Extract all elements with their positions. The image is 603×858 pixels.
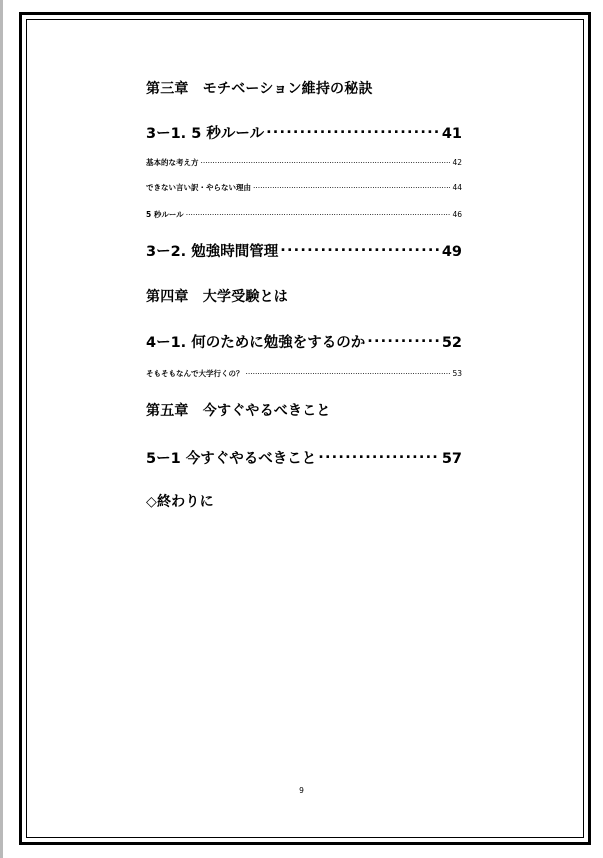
subsection-excuses-label: できない言い訳・やらない理由 bbox=[146, 183, 251, 192]
dot-leader bbox=[253, 183, 450, 191]
subsection-5-second-rule-label: 5 秒ルール bbox=[146, 210, 184, 219]
dot-leader bbox=[318, 449, 440, 464]
section-5-1-page: 57 bbox=[441, 451, 462, 467]
toc-subsection-excuses[interactable] bbox=[146, 182, 462, 193]
toc-chapter-3[interactable] bbox=[146, 78, 462, 98]
toc-subsection-why-university[interactable] bbox=[146, 368, 462, 379]
dot-leader bbox=[367, 333, 440, 348]
section-5-1-label: 5ー1 今すぐやるべきこと bbox=[146, 451, 317, 467]
chapter-4-title: 第四章 大学受験とは bbox=[146, 289, 288, 305]
dot-leader bbox=[246, 369, 451, 377]
section-3-2-label: 3ー2. 勉強時間管理 bbox=[146, 244, 279, 260]
toc-section-4-1[interactable] bbox=[146, 331, 462, 352]
dot-leader bbox=[280, 242, 440, 257]
subsection-excuses-page: 44 bbox=[452, 183, 462, 192]
page-number: 9 bbox=[299, 786, 304, 795]
chapter-3-title: 第三章 モチベーション維持の秘訣 bbox=[146, 81, 373, 97]
section-4-1-label: 4ー1. 何のために勉強をするのか bbox=[146, 335, 366, 351]
toc-closing[interactable] bbox=[146, 491, 462, 511]
toc-section-5-1[interactable] bbox=[146, 447, 462, 468]
toc-subsection-basic-thinking[interactable] bbox=[146, 157, 462, 168]
toc-subsection-5-second-rule[interactable] bbox=[146, 209, 462, 220]
section-3-2-page: 49 bbox=[441, 244, 462, 260]
section-3-1-page: 41 bbox=[441, 126, 462, 142]
subsection-basic-thinking-page: 42 bbox=[452, 158, 462, 167]
subsection-basic-thinking-label: 基本的な考え方 bbox=[146, 158, 199, 167]
toc-chapter-4[interactable] bbox=[146, 286, 462, 306]
section-4-1-page: 52 bbox=[441, 335, 462, 351]
page-left-edge bbox=[0, 0, 3, 858]
subsection-why-university-label: そもそもなんで大学行くの？ bbox=[146, 369, 244, 378]
dot-leader bbox=[201, 158, 451, 166]
section-3-1-label: 3ー1. 5 秒ルール bbox=[146, 126, 265, 142]
toc-chapter-5[interactable] bbox=[146, 400, 462, 420]
subsection-why-university-page: 53 bbox=[452, 369, 462, 378]
chapter-5-title: 第五章 今すぐやるべきこと bbox=[146, 403, 331, 419]
closing-title: ◇終わりに bbox=[146, 494, 214, 510]
toc-section-3-2[interactable] bbox=[146, 240, 462, 261]
subsection-5-second-rule-page: 46 bbox=[452, 210, 462, 219]
dot-leader bbox=[266, 124, 440, 139]
dot-leader bbox=[186, 210, 451, 218]
toc-section-3-1[interactable] bbox=[146, 122, 462, 143]
